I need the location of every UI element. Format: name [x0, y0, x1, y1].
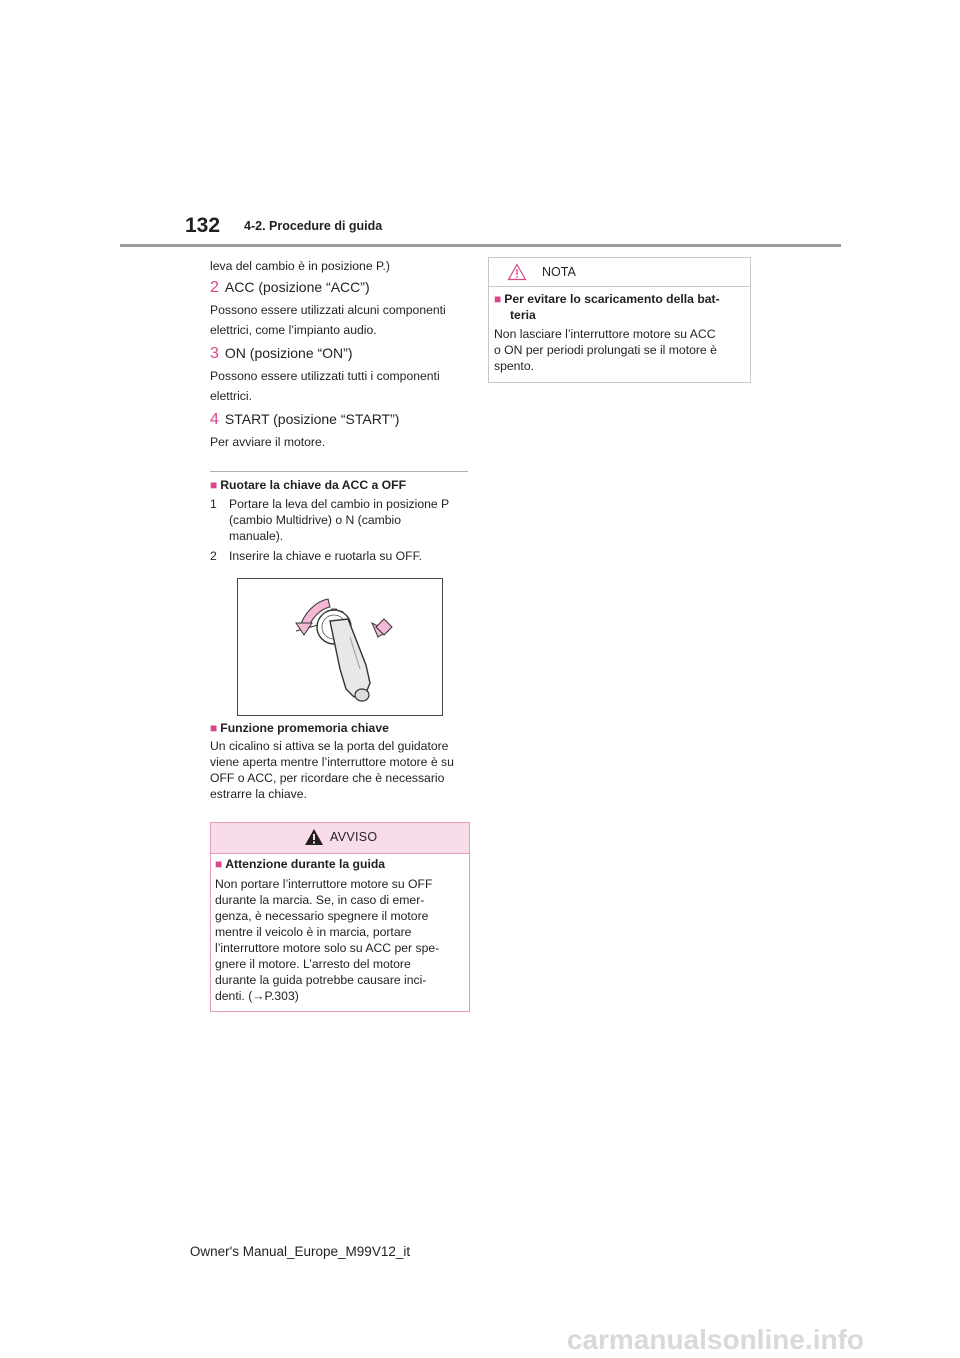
warning-line: genza, è necessario spegnere il motore: [215, 909, 429, 923]
item-number: 4: [210, 411, 219, 428]
subsection-heading: [210, 477, 406, 494]
square-bullet-icon: ■: [215, 857, 223, 871]
subsection-title: Ruotare la chiave da ACC a OFF: [220, 478, 407, 492]
warning-line: mentre il veicolo è in marcia, portare: [215, 925, 412, 939]
note-heading: [494, 291, 720, 308]
section-title: 4-2. Procedure di guida: [244, 219, 383, 233]
page-number: 132: [185, 214, 221, 237]
warning-header: [211, 823, 469, 854]
step-text: (cambio Multidrive) o N (cambio: [229, 513, 402, 527]
list-item: [210, 411, 399, 429]
list-item: [210, 279, 370, 297]
note-line: o ON per periodi prolungati se il motore è: [494, 343, 717, 357]
warning-label: AVVISO: [330, 830, 378, 844]
key-illustration: [237, 578, 443, 716]
note-line: Non lasciare l’interruttore motore su ACC: [494, 327, 716, 341]
subsection-title: Funzione promemoria chiave: [220, 721, 389, 735]
note-title: Per evitare lo scaricamento della bat-: [504, 292, 720, 306]
warning-line: l’interruttore motore solo su ACC per spe-: [215, 941, 440, 955]
footer-text: Owner's Manual_Europe_M99V12_it: [189, 1244, 411, 1259]
note-header: [489, 258, 750, 287]
item-number: 3: [210, 345, 219, 362]
warning-line: gnere il motore. L’arresto del motore: [215, 957, 411, 971]
item-title: ON (posizione “ON”): [224, 345, 353, 361]
warning-triangle-icon: [304, 828, 324, 846]
item-text: Per avviare il motore.: [210, 435, 326, 449]
warning-heading: [215, 856, 385, 873]
step-text: manuale).: [229, 529, 284, 543]
warning-line: Non portare l’interruttore motore su OFF: [215, 877, 433, 891]
square-bullet-icon: ■: [210, 478, 218, 492]
item-text: elettrici.: [210, 389, 252, 403]
watermark: carmanualsonline.info: [566, 1324, 864, 1355]
item-text: elettrici, come l’impianto audio.: [210, 323, 377, 337]
intro-text: leva del cambio è in posizione P.): [210, 259, 390, 273]
step-number: 1: [210, 497, 217, 511]
step-text: Inserire la chiave e ruotarla su OFF.: [229, 549, 423, 563]
step-text: Portare la leva del cambio in posizione P: [229, 497, 450, 511]
item-text: Possono essere utilizzati tutti i componenti: [210, 369, 440, 383]
item-number: 2: [210, 279, 219, 296]
note-line: spento.: [494, 359, 534, 373]
warning-title: Attenzione durante la guida: [225, 857, 386, 871]
item-title: ACC (posizione “ACC”): [224, 279, 370, 295]
warning-box: [210, 822, 470, 1012]
item-text: Possono essere utilizzati alcuni componenti: [210, 303, 446, 317]
paragraph-line: Un cicalino si attiva se la porta del guidatore: [210, 739, 449, 753]
caution-triangle-icon: [507, 263, 527, 281]
note-title-continued: teria: [510, 308, 536, 322]
warning-line: durante la guida potrebbe causare inci-: [215, 973, 427, 987]
square-bullet-icon: ■: [210, 721, 218, 735]
paragraph-line: estrarre la chiave.: [210, 787, 307, 801]
warning-line: denti. (→P.303): [215, 989, 299, 1003]
list-item: [210, 345, 353, 363]
paragraph-line: OFF o ACC, per ricordare che è necessario: [210, 771, 445, 785]
item-title: START (posizione “START”): [224, 411, 400, 427]
section-divider: [210, 471, 468, 472]
step-number: 2: [210, 549, 217, 563]
subsection-heading: [210, 720, 389, 737]
key-ignition-image: [238, 579, 442, 715]
warning-line: durante la marcia. Se, in caso di emer-: [215, 893, 425, 907]
square-bullet-icon: ■: [494, 292, 502, 306]
paragraph-line: viene aperta mentre l’interruttore motore è su: [210, 755, 454, 769]
note-box: [488, 257, 751, 383]
note-label: NOTA: [542, 265, 576, 279]
header-divider: [120, 244, 841, 247]
